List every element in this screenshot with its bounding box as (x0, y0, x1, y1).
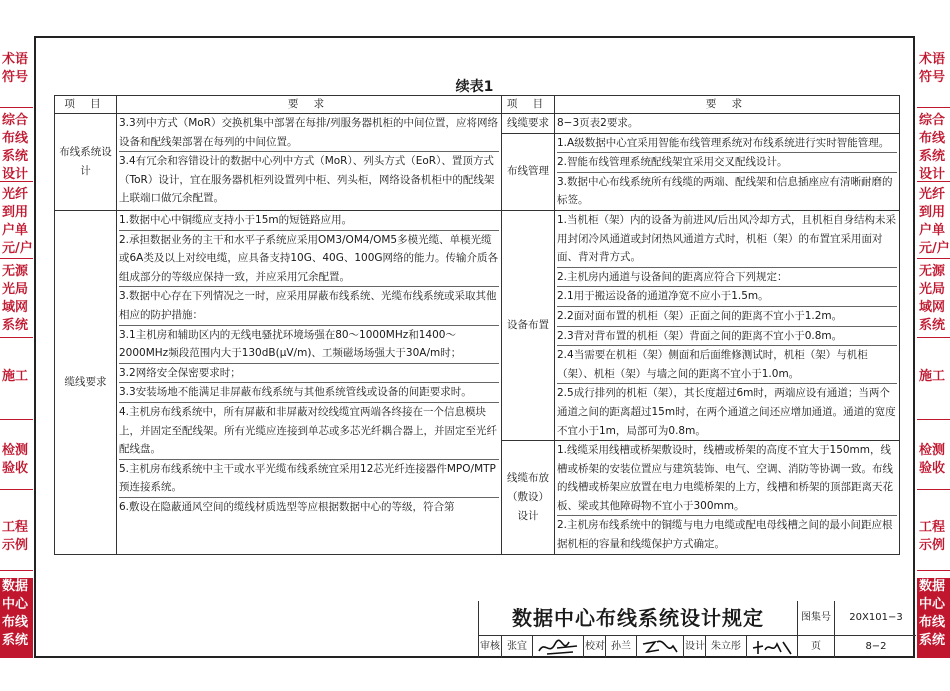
design-signature (746, 636, 797, 658)
req-line: 2.4当需要在机柜（架）侧面和后面维修测试时，机柜（架）与机柜（架）、机柜（架）与墙之间的距离不宜小于1.0m。 (557, 346, 897, 384)
req-line: 2.5成行排列的机柜（架），其长度超过6m时，两端应设有通道；当两个通道之间的距离超过15m时，在两个通道之间还应增加通道。通道的宽度不宜小于1m，局部可为0.8m。 (557, 387, 896, 437)
tab-label-line: 数据 (919, 579, 946, 594)
side-left-tab[interactable] (0, 51, 33, 108)
req-line: 3.数据中心存在下列情况之一时，应采用屏蔽布线系统、光缆布线系统或采取其他相应的防护措施： (119, 287, 499, 325)
tab-label-line: 系统 (919, 149, 946, 164)
side-right-tab[interactable] (917, 442, 950, 490)
side-left-tab[interactable] (0, 578, 33, 658)
side-left-tab[interactable] (0, 186, 33, 259)
check-name: 孙兰 (605, 636, 636, 658)
req-line: 3.4有冗余和容错设计的数据中心列中方式（MoR）、列头方式（EoR）、置顶方式（ToR）设计，宜在服务器机柜列设置列中柜、列头柜，网络设备机柜中的配线架上联端口做冗余配置。 (119, 155, 495, 205)
drawing-title: 数据中心布线系统设计规定 (512, 606, 764, 630)
tab-label-line: 中心 (2, 597, 29, 612)
side-right-tab[interactable] (917, 263, 950, 338)
design-name: 朱立彤 (705, 636, 746, 658)
req-line: 3.2网络安全保密要求时； (119, 364, 499, 384)
requirements-table (54, 95, 900, 555)
side-left-tab[interactable] (0, 442, 33, 490)
check-signature (636, 636, 683, 658)
req-cell (555, 133, 900, 210)
review-name: 张宜 (501, 636, 532, 658)
req-cell (117, 114, 502, 211)
tab-label-line: 术语 (2, 52, 29, 67)
req-line: 1.线缆采用线槽或桥架敷设时，线槽或桥架的高度不宜大于150mm，线槽或桥架的安装位置应与建筑装饰、电气、空调、消防等协调一致。布线的线槽或桥架应放置在电力电缆桥架的上方，线槽和桥架的顶部距离天花板、梁或其他障碍物不宜小于300mm。 (557, 441, 897, 516)
table-row (55, 210, 900, 440)
tab-label-line: 验收 (2, 461, 29, 476)
req-line: 2.主机房布线系统中的铜缆与电力电缆或配电母线槽之间的最小间距应根据机柜的容量和线缆保护方式确定。 (557, 519, 893, 551)
req-line: 8−3页表2要求。 (557, 117, 639, 129)
side-right-tab[interactable] (917, 112, 950, 182)
table-row (55, 114, 900, 134)
req-line: 3.1主机房和辅助区内的无线电骚扰环境场强在80～1000MHz和1400～2000MHz频段范围内大于130dB(μV/m)、工频磁场场强大于30A/m时； (119, 326, 499, 364)
signature-row (479, 636, 916, 658)
table-header-row (55, 96, 900, 114)
req-line: 4.主机房布线系统中，所有屏蔽和非屏蔽对绞线缆宜两端各终接在一个信息模块上，并固定至配线架。所有光缆应连接到单芯或多芯光纤耦合器上，并固定至光纤配线盘。 (119, 403, 499, 460)
design-label: 设计 (683, 636, 706, 658)
req-cell (555, 210, 900, 440)
tab-label-line: 综合 (919, 113, 946, 128)
side-left-tab[interactable] (0, 263, 33, 338)
side-left-tab[interactable] (0, 112, 33, 182)
atlas-label: 图集号 (797, 601, 834, 635)
tab-label-line: 工程 (919, 520, 946, 535)
tab-label-line: 域网 (919, 300, 946, 315)
req-line: 2.智能布线管理系统配线架宜采用交叉配线设计。 (557, 153, 897, 173)
req-line: 5.主机房布线系统中主干或水平光缆布线系统宜采用12芯光纤连接器件MPO/MTP预连接系统。 (119, 460, 499, 498)
tab-label-line: 光局 (919, 282, 946, 297)
tab-label-line: 检测 (2, 443, 29, 458)
item-cell: 布线管理 (502, 133, 555, 210)
req-cell (555, 114, 900, 134)
tab-label-line: 检测 (919, 443, 946, 458)
req-line: 1.A级数据中心宜采用智能布线管理系统对布线系统进行实时智能管理。 (557, 134, 897, 154)
tab-label-line: 符号 (919, 70, 946, 85)
side-right-tab[interactable] (917, 519, 950, 571)
tab-label-line: 示例 (2, 538, 29, 553)
tab-label-line: 到用 (919, 205, 946, 220)
tab-label-line: 布线 (919, 615, 946, 630)
tab-label-line: 系统 (919, 318, 946, 333)
side-right-tab[interactable] (917, 578, 950, 658)
req-line: 2.主机房内通道与设备间的距离应符合下列规定： (557, 268, 897, 288)
tab-label-line: 光局 (2, 282, 29, 297)
tab-label-line: 综合 (2, 113, 29, 128)
req-line: 2.承担数据业务的主干和水平子系统应采用OM3/OM4/OM5多模光缆、单模光缆或6A类及以上对绞电缆，应具备支持10G、40G、100G网络的能力。传输介质各组成部分的等级应保持一致，并应采用冗余配置。 (119, 231, 499, 288)
tab-label-line: 域网 (2, 300, 29, 315)
tab-label-line: 系统 (919, 633, 946, 648)
side-nav-right (917, 36, 950, 658)
tab-label-line: 到用 (2, 205, 29, 220)
tab-label-line: 术语 (919, 52, 946, 67)
header-item-right: 项 目 (502, 96, 555, 114)
item-cell: 缆线要求 (55, 210, 117, 554)
req-cell (555, 441, 900, 555)
tab-label-line: 数据 (2, 579, 29, 594)
item-cell: 布线系统设计 (55, 114, 117, 211)
tab-label-line: 户单 (2, 223, 29, 238)
tab-label-line: 示例 (919, 538, 946, 553)
req-line: 2.2面对面布置的机柜（架）正面之间的距离不宜小于1.2m。 (557, 307, 897, 327)
tab-label-line: 户单 (919, 223, 946, 238)
check-label: 校对 (583, 636, 606, 658)
header-item-left: 项 目 (55, 96, 117, 114)
tab-label-line: 元/户 (2, 241, 33, 256)
tab-label-line: 无源 (919, 264, 946, 279)
side-left-tab[interactable] (0, 519, 33, 571)
review-label: 审核 (480, 641, 500, 652)
tab-label-line: 施工 (919, 369, 946, 384)
tab-label-line: 工程 (2, 520, 29, 535)
drawing-frame (34, 36, 915, 658)
tab-label-line: 验收 (919, 461, 946, 476)
atlas-number: 20X101−3 (834, 601, 917, 635)
tab-label-line: 布线 (919, 131, 946, 146)
header-req-right: 要 求 (555, 96, 900, 114)
tab-label-line: 无源 (2, 264, 29, 279)
side-right-tab[interactable] (917, 51, 950, 108)
tab-label-line: 中心 (919, 597, 946, 612)
title-block (478, 601, 916, 658)
side-right-tab[interactable] (917, 368, 950, 420)
req-line: 2.1用于搬运设备的通道净宽不应小于1.5m。 (557, 287, 897, 307)
req-line: 3.3列中方式（MoR）交换机集中部署在每排/列服务器机柜的中间位置，应将网络设备和配线架部署在每列的中间位置。 (119, 114, 499, 152)
title-row (479, 601, 916, 636)
req-line: 6.敷设在隐蔽通风空间的缆线材质选型等应根据数据中心的等级，符合第 (119, 500, 455, 513)
item-cell: 线缆要求 (502, 114, 555, 134)
req-line: 1.数据中心中铜缆应支持小于15m的短链路应用。 (119, 211, 499, 231)
item-cell: 线缆布放（敷设）设计 (502, 441, 555, 555)
tab-label-line: 光纤 (919, 187, 946, 202)
tab-label-line: 系统 (2, 149, 29, 164)
review-signature (532, 636, 583, 658)
req-line: 1.当机柜（架）内的设备为前进风/后出风冷却方式，且机柜自身结构未采用封闭冷风通道或封闭热风通道方式时，机柜（架）的布置宜采用面对面、背对背方式。 (557, 211, 897, 268)
page-number: 8−2 (834, 636, 917, 658)
tab-label-line: 布线 (2, 615, 29, 630)
tab-label-line: 系统 (2, 633, 29, 648)
tab-label-line: 设计 (919, 167, 946, 182)
tab-label-line: 符号 (2, 70, 29, 85)
tab-label-line: 元/户 (919, 241, 950, 256)
tab-label-line: 系统 (2, 318, 29, 333)
req-line: 3.3安装场地不能满足非屏蔽布线系统与其他系统管线或设备的间距要求时。 (119, 383, 499, 403)
side-left-tab[interactable] (0, 368, 33, 420)
tab-label-line: 布线 (2, 131, 29, 146)
tab-label-line: 设计 (2, 167, 29, 182)
table-caption: 续表1 (455, 79, 494, 95)
req-line: 2.3背对背布置的机柜（架）背面之间的距离不宜小于0.8m。 (557, 327, 897, 347)
item-cell: 设备布置 (502, 210, 555, 440)
req-line: 3.数据中心布线系统所有线缆的两端、配线架和信息插座应有清晰耐磨的标签。 (557, 175, 893, 207)
req-cell (117, 210, 502, 554)
side-right-tab[interactable] (917, 186, 950, 259)
page-label: 页 (797, 636, 834, 658)
header-req-left: 要 求 (117, 96, 502, 114)
tab-label-line: 施工 (2, 369, 29, 384)
side-nav-left (0, 36, 33, 658)
tab-label-line: 光纤 (2, 187, 29, 202)
